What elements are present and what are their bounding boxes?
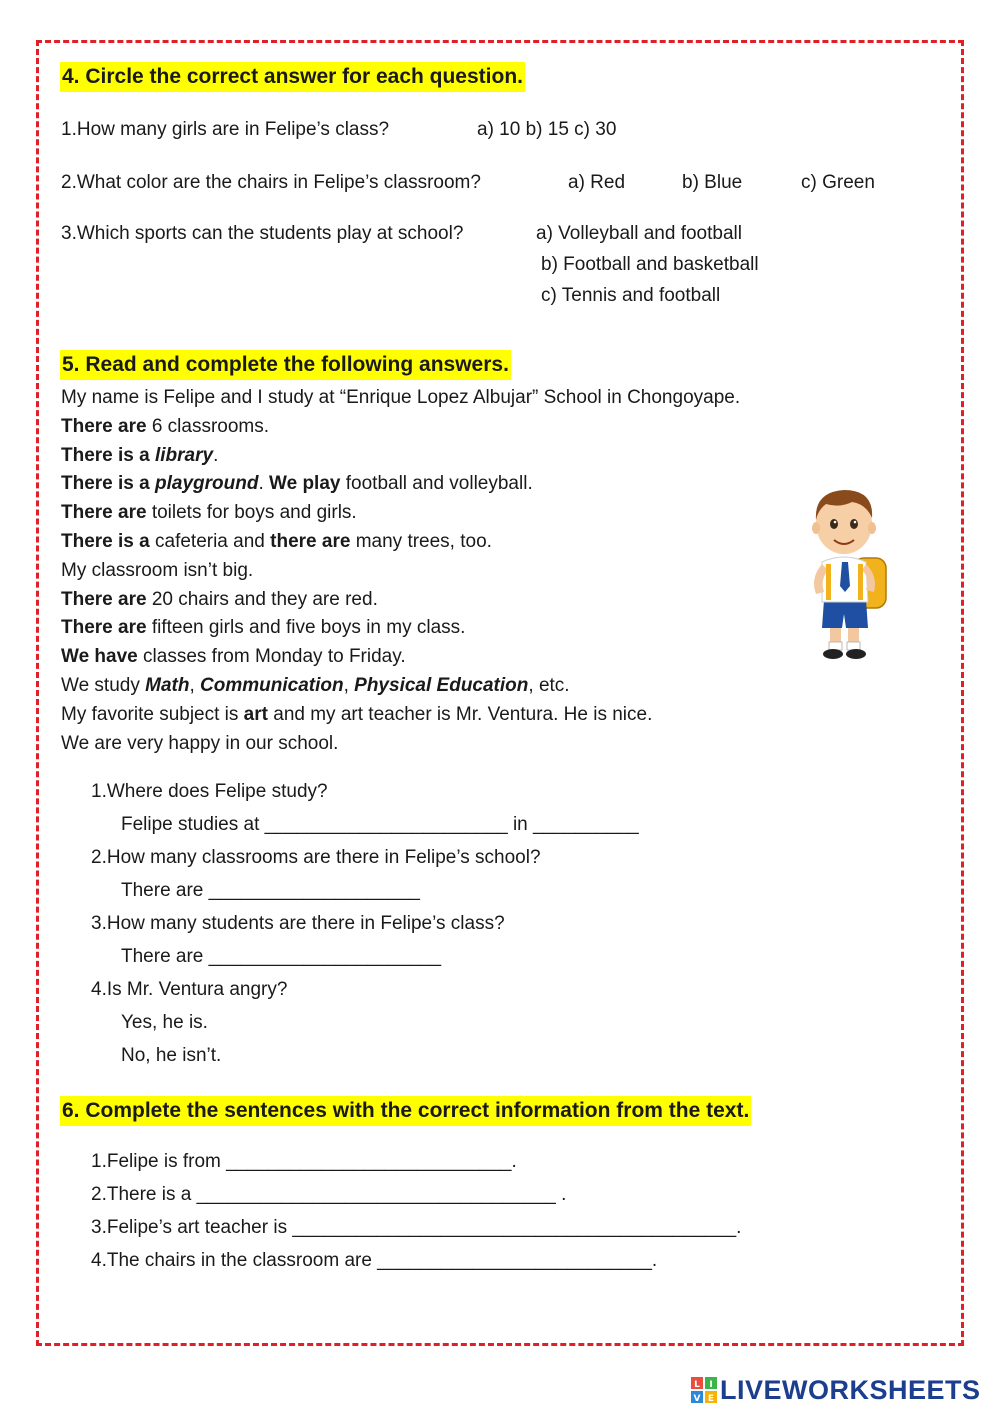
reading-text: , etc. [528, 674, 570, 696]
s4-question-3: 3.Which sports can the students play at school? [61, 223, 464, 244]
reading-line-8 [61, 586, 740, 615]
reading-line-5 [61, 499, 740, 528]
s4-q3-option-a[interactable]: a) Volleyball and football [536, 223, 742, 244]
s4-question-1-options[interactable]: a) 10 b) 15 c) 30 [477, 119, 617, 140]
reading-bold: We have [61, 646, 138, 668]
reading-text: 6 classrooms. [146, 415, 270, 437]
liveworksheets-logo [690, 1374, 981, 1406]
reading-line-4 [61, 470, 740, 499]
reading-text: My name is Felipe and I study at “Enrique Lopez Albujar” School in Chongoyape. [61, 387, 741, 408]
s4-q3-option-b[interactable]: b) Football and basketball [541, 254, 759, 275]
reading-bold: There are [61, 502, 147, 524]
reading-bold: There are [61, 588, 147, 610]
reading-text: . [213, 444, 219, 466]
reading-bold-italic: library [155, 444, 214, 466]
liveworksheets-logo-icon [690, 1376, 718, 1404]
reading-text: fifteen girls and five boys in my class. [146, 617, 466, 639]
reading-bold: We play [269, 473, 341, 495]
s6-sentence-4-blank[interactable]: 4.The chairs in the classroom are __________________________. [91, 1250, 658, 1271]
reading-line-12 [61, 701, 740, 730]
s5-question-2: 2.How many classrooms are there in Felipe’s school? [91, 847, 541, 868]
logo-letter-v: V [693, 1394, 701, 1404]
reading-line-6 [61, 528, 740, 557]
reading-bold-italic: playground [155, 473, 259, 495]
s5-answer-4-option-no[interactable]: No, he isn’t. [121, 1045, 222, 1066]
s5-question-3: 3.How many students are there in Felipe’s class? [91, 913, 505, 934]
s5-question-4: 4.Is Mr. Ventura angry? [91, 979, 288, 1000]
s4-question-1: 1.How many girls are in Felipe’s class? [61, 119, 390, 140]
reading-text: We are very happy in our school. [61, 732, 339, 754]
reading-text: toilets for boys and girls. [146, 502, 357, 524]
logo-letter-l: L [694, 1380, 700, 1390]
reading-line-11 [61, 672, 740, 701]
reading-text: , [189, 674, 201, 696]
reading-text: My classroom isn’t big. [61, 559, 254, 581]
section-6-heading: 6. Complete the sentences with the correct information from the text. [60, 1096, 751, 1126]
reading-passage [61, 384, 740, 758]
reading-text: 20 chairs and they are red. [146, 588, 378, 610]
s4-q2-option-b[interactable]: b) Blue [682, 172, 743, 193]
section-4-heading: 4. Circle the correct answer for each question. [60, 62, 525, 92]
s4-q2-option-c[interactable]: c) Green [801, 172, 875, 193]
reading-line-13 [61, 730, 740, 759]
reading-line-2 [61, 413, 740, 442]
reading-line-1 [61, 384, 740, 413]
reading-bold: There are [61, 617, 147, 639]
s4-question-2: 2.What color are the chairs in Felipe’s classroom? [61, 172, 481, 193]
reading-text: My favorite subject is [61, 703, 244, 725]
liveworksheets-brand: LIVEWORKSHEETS [720, 1374, 981, 1405]
s4-q2-option-a[interactable]: a) Red [568, 172, 626, 193]
reading-text: many trees, too. [350, 530, 492, 552]
s6-sentence-3-blank[interactable]: 3.Felipe’s art teacher is __________________________________________. [91, 1217, 742, 1238]
s5-answer-1-blank[interactable]: Felipe studies at _______________________ in __________ [121, 814, 639, 835]
reading-text: and my art teacher is Mr. Ventura. He is nice. [267, 703, 653, 725]
reading-text: . [258, 473, 270, 495]
reading-bold: art [243, 703, 268, 725]
reading-bold: there are [270, 530, 351, 552]
s5-answer-3-blank[interactable]: There are ______________________ [121, 946, 442, 967]
reading-bold-italic: Physical Education [354, 674, 529, 696]
logo-letter-i: I [709, 1380, 713, 1390]
reading-line-3 [61, 442, 740, 471]
reading-bold: There is a [61, 444, 155, 466]
s5-answer-4-option-yes[interactable]: Yes, he is. [121, 1012, 208, 1033]
s6-sentence-1-blank[interactable]: 1.Felipe is from ___________________________. [91, 1151, 517, 1172]
reading-bold: There is a [61, 530, 150, 552]
reading-bold-italic: Communication [200, 674, 344, 696]
reading-line-9 [61, 614, 740, 643]
reading-bold: There is a [61, 473, 155, 495]
reading-line-10 [61, 643, 740, 672]
reading-text: cafeteria and [149, 530, 271, 552]
reading-bold: There are [61, 415, 147, 437]
reading-text: football and volleyball. [340, 473, 533, 495]
s6-sentence-2-blank[interactable]: 2.There is a __________________________________ . [91, 1184, 567, 1205]
reading-text: We study [61, 674, 146, 696]
s4-q3-option-c[interactable]: c) Tennis and football [541, 285, 721, 306]
schoolboy-illustration [796, 482, 892, 668]
reading-line-7 [61, 557, 740, 586]
s5-question-1: 1.Where does Felipe study? [91, 781, 328, 802]
reading-text: , [343, 674, 355, 696]
s5-answer-2-blank[interactable]: There are ____________________ [121, 880, 420, 901]
reading-bold-italic: Math [145, 674, 190, 696]
reading-text: classes from Monday to Friday. [137, 646, 406, 668]
section-5-heading: 5. Read and complete the following answers. [60, 350, 511, 380]
logo-letter-e: E [707, 1394, 715, 1404]
